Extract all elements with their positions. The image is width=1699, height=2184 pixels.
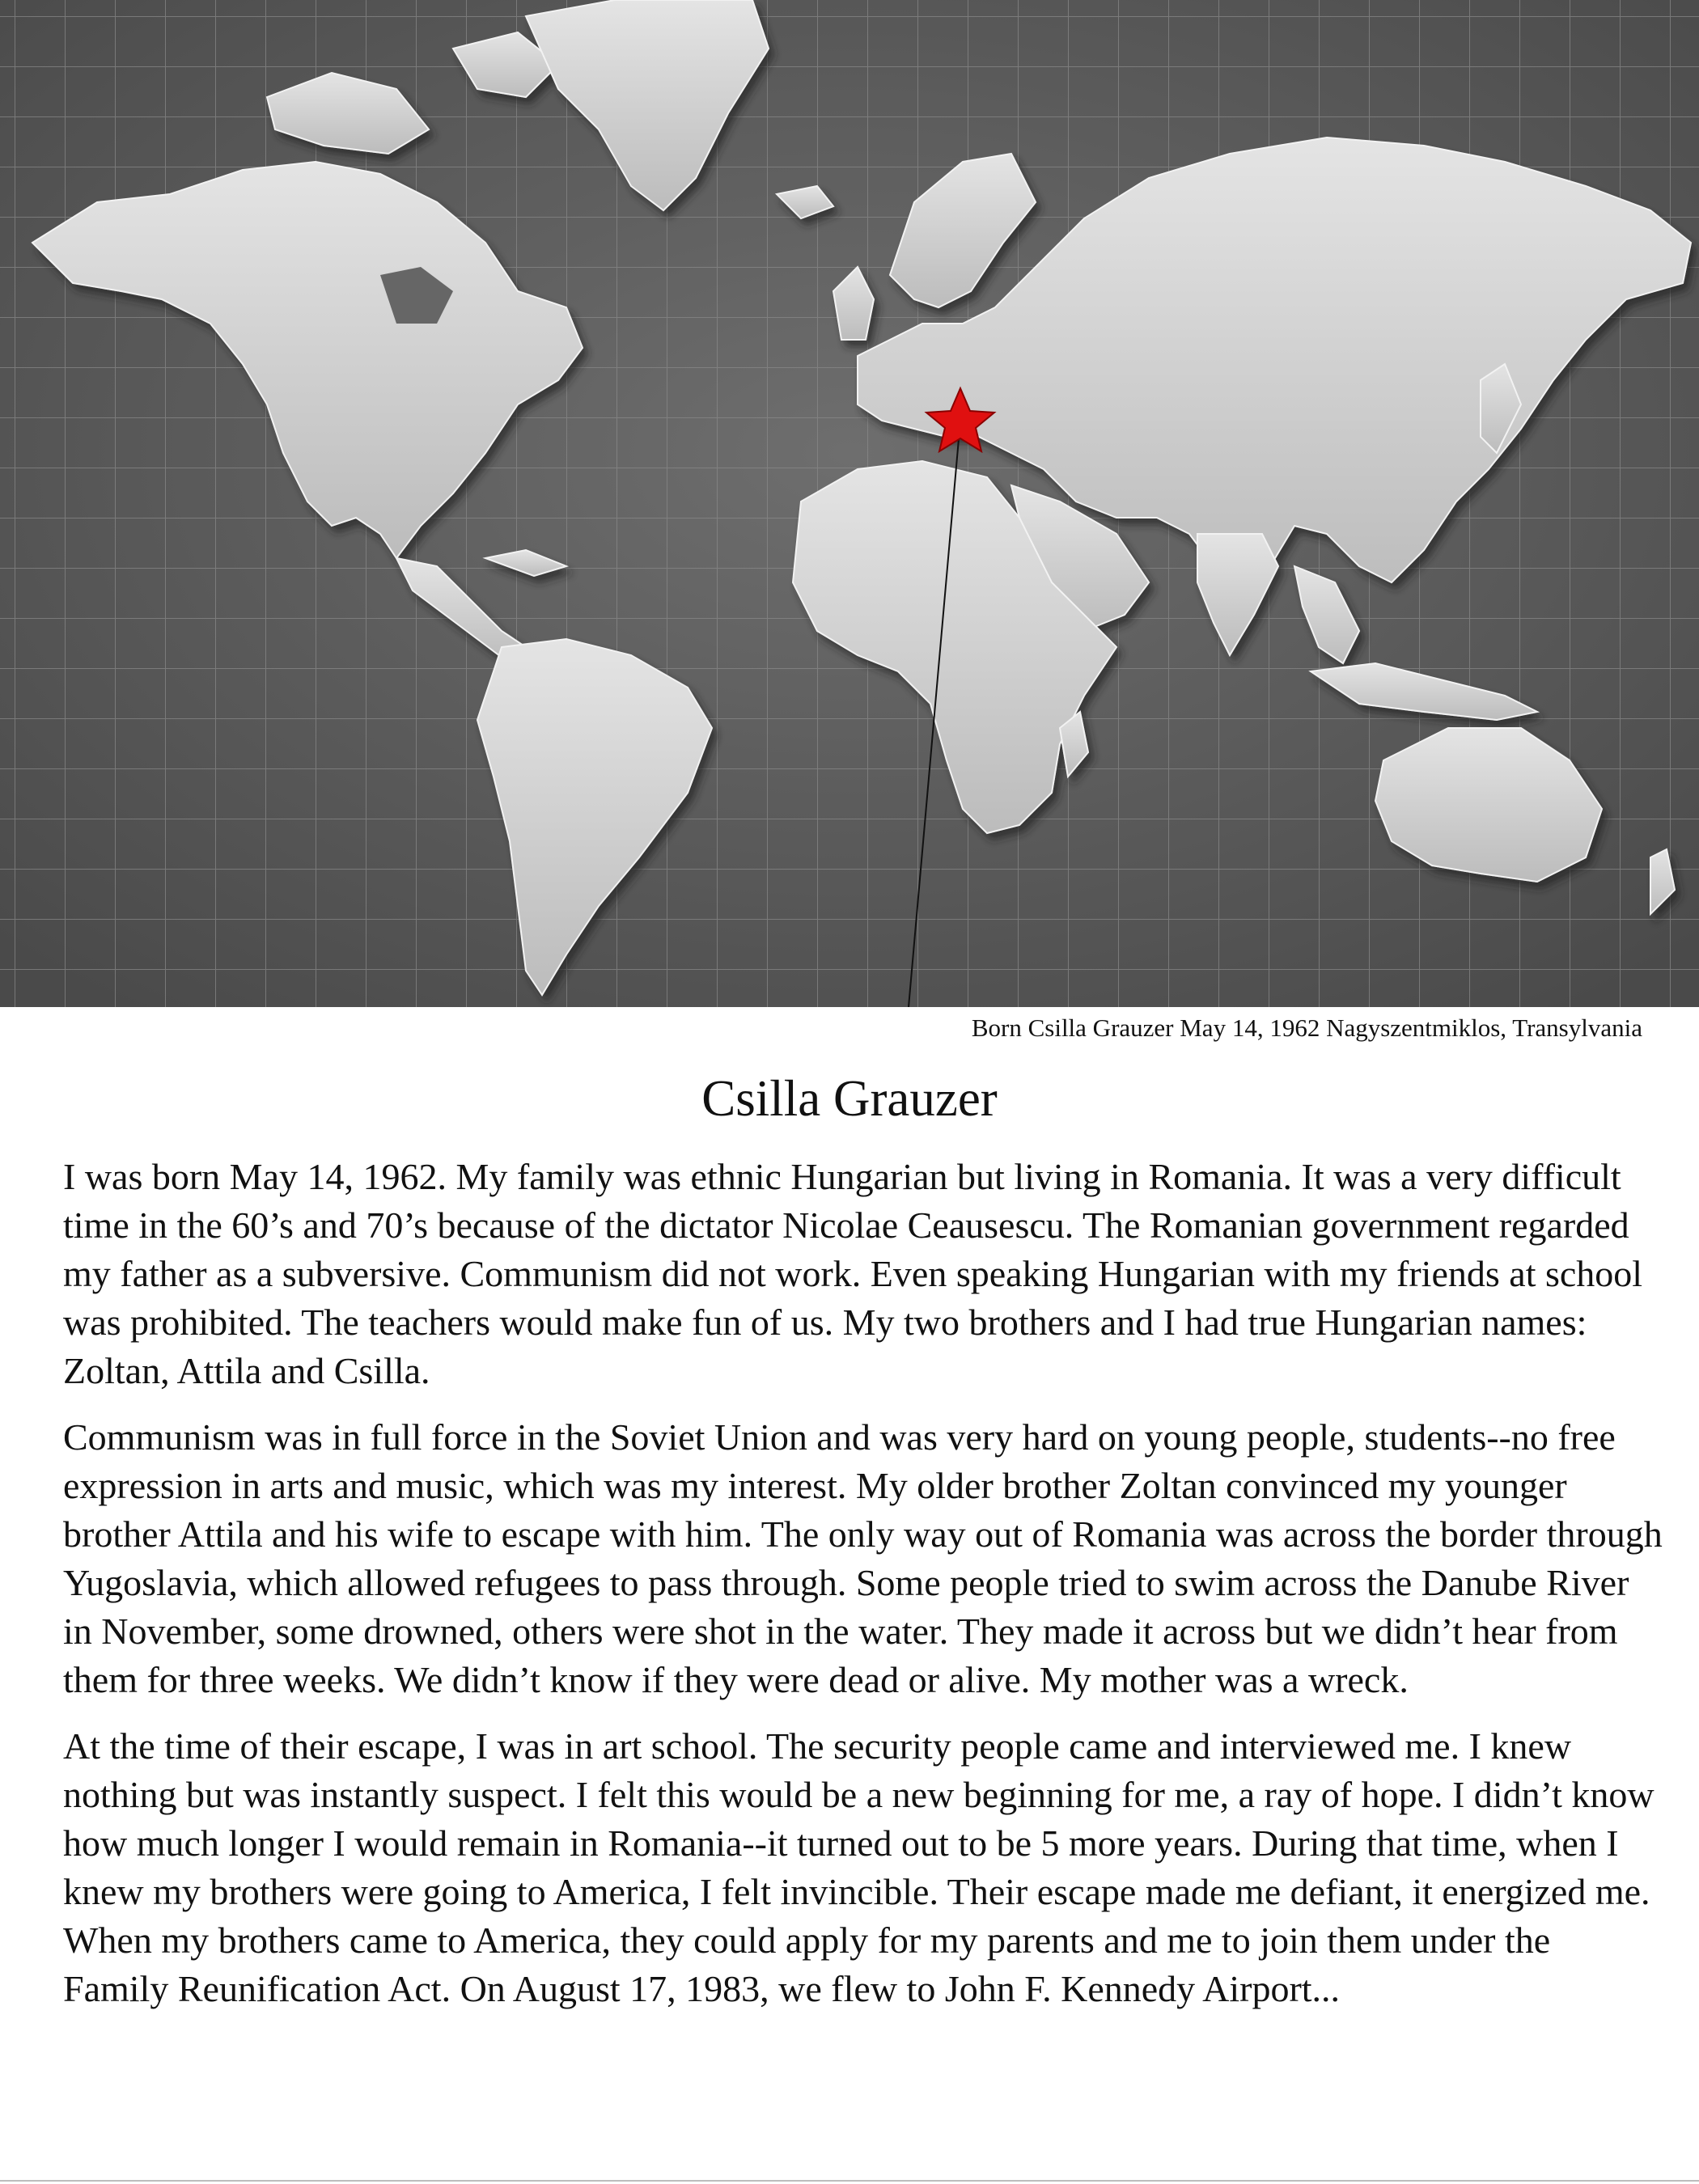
map-caption: Born Csilla Grauzer May 14, 1962 Nagyszentmiklos, Transylvania bbox=[971, 1014, 1642, 1042]
story-body bbox=[63, 1153, 1665, 2031]
footer-divider bbox=[0, 2180, 1699, 2182]
world-map bbox=[0, 0, 1699, 1007]
page-title: Csilla Grauzer bbox=[701, 1070, 998, 1127]
story-paragraph: I was born May 14, 1962. My family was ethnic Hungarian but living in Romania. It was a very difficult time in the 60’s and 70’s because of the dictator Nicolae Ceausescu. The Romanian government regarded my father as a subversive. Communism did not work. Even speaking Hungarian with my friends at school was prohibited. The teachers would make fun of us. My two brothers and I had true Hungarian names: Zoltan, Attila and Csilla. bbox=[63, 1156, 1643, 1391]
story-paragraph: At the time of their escape, I was in art school. The security people came and interviewed me. I knew nothing but was instantly suspect. I felt this would be a new beginning for me, a ray of hope. I didn’t know how much longer I would remain in Romania--it turned out to be 5 more years. During that time, when I knew my brothers were going to America, I felt invincible. Their escape made me defiant, it energized me. When my brothers came to America, they could apply for my parents and me to join them under the Family Reunification Act. On August 17, 1983, we flew to John F. Kennedy Airport... bbox=[63, 1725, 1655, 2009]
story-paragraph: Communism was in full force in the Soviet Union and was very hard on young people, students--no free expression in arts and music, which was my interest. My older brother Zoltan convinced my younger brother Attila and his wife to escape with him. The only way out of Romania was across the border through Yugoslavia, which allowed refugees to pass through. Some people tried to swim across the Danube River in November, some drowned, others were shot in the water. They made it across but we didn’t hear from them for three weeks. We didn’t know if they were dead or alive. My mother was a wreck. bbox=[63, 1416, 1663, 1700]
